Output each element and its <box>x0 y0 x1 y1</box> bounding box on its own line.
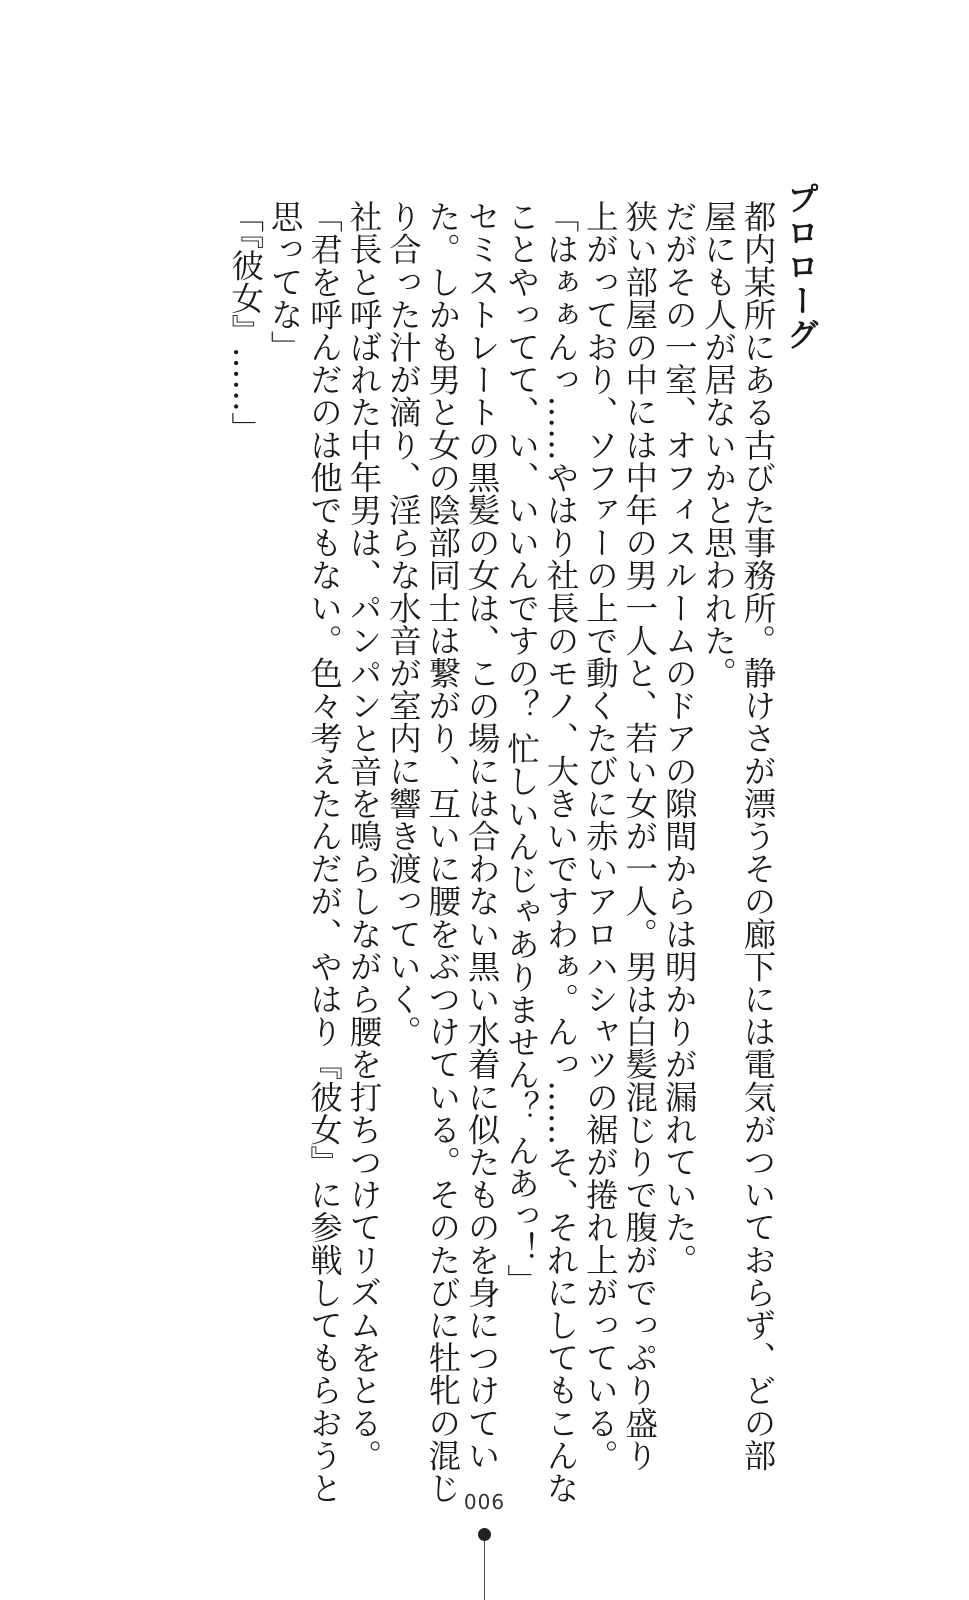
folio-dot-icon <box>478 1528 491 1541</box>
text-line: 思ってな」 <box>266 200 305 363</box>
text-line: 都内某所にある古びた事務所。静けさが漂うその廊下には電気がついておらず、どの部 <box>739 200 777 1472</box>
page-number: 006 <box>463 1490 506 1514</box>
text-line: 上がっており、ソファーの上で動くたびに赤いアロハシャツの裾が捲れ上がっている。 <box>581 200 620 1472</box>
folio-line <box>484 1541 485 1600</box>
text-line: 社長と呼ばれた中年男は、パンパンと音を鳴らしながら腰を打ちつけてリズムをとる。 <box>344 200 383 1472</box>
text-line: 「君を呼んだのは他でもない。色々考えたんだが、やはり『彼女』に参戦してもらおうと <box>305 200 344 1504</box>
text-line: だがその一室、オフィスルームのドアの隙間からは明かりが漏れていた。 <box>660 200 699 1276</box>
text-line: 「『彼女』……」 <box>226 200 265 445</box>
text-line: 狭い部屋の中には中年の男一人と、若い女が一人。男は白髪混じりで腹がでっぷり盛り <box>620 200 659 1472</box>
text-line: り合った汁が滴り、淫らな水音が室内に響き渡っていく。 <box>384 200 423 1048</box>
text-line: 屋にも人が居ないかと思われた。 <box>699 200 738 689</box>
chapter-title: プロローグ <box>782 182 820 352</box>
text-line: た。しかも男と女の陰部同士は繋がり、互いに腰をぶつけている。そのたびに牡牝の混じ <box>423 200 462 1504</box>
text-line: ことやってて、い、いいんですの？ 忙しいんじゃありません？ んあっ！」 <box>502 200 541 1297</box>
text-line: セミストレートの黒髪の女は、この場には合わない黒い水着に似たものを身につけてい <box>463 200 502 1472</box>
text-line: 「はぁぁんっ……やはり社長のモノ、大きいですわぁ。んっ……そ、それにしてもこんな <box>541 200 580 1504</box>
